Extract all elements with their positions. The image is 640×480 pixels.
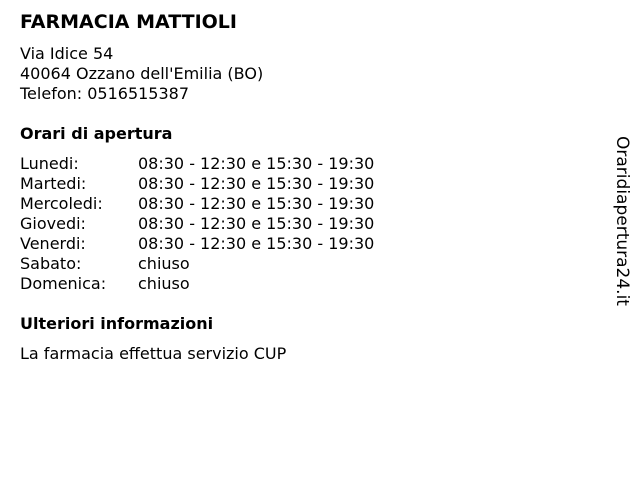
site-watermark: Oraridiapertura24.it bbox=[612, 136, 632, 306]
hours-row-saturday bbox=[20, 254, 440, 274]
street-address: Via Idice 54 bbox=[20, 44, 114, 63]
day-hours: chiuso bbox=[138, 274, 190, 293]
day-hours: 08:30 - 12:30 e 15:30 - 19:30 bbox=[138, 214, 375, 233]
day-hours: 08:30 - 12:30 e 15:30 - 19:30 bbox=[138, 234, 375, 253]
hours-row-wednesday bbox=[20, 194, 440, 214]
day-hours: 08:30 - 12:30 e 15:30 - 19:30 bbox=[138, 194, 375, 213]
opening-hours-heading: Orari di apertura bbox=[20, 124, 173, 143]
address-block bbox=[20, 44, 263, 104]
day-hours: 08:30 - 12:30 e 15:30 - 19:30 bbox=[138, 174, 375, 193]
day-label: Lunedi: bbox=[20, 154, 79, 173]
hours-row-sunday bbox=[20, 274, 440, 294]
more-info-text: La farmacia effettua servizio CUP bbox=[20, 344, 287, 363]
pharmacy-name: FARMACIA MATTIOLI bbox=[20, 11, 237, 33]
day-label: Sabato: bbox=[20, 254, 82, 273]
day-label: Venerdi: bbox=[20, 234, 86, 253]
city-address: 40064 Ozzano dell'Emilia (BO) bbox=[20, 64, 264, 83]
day-hours: 08:30 - 12:30 e 15:30 - 19:30 bbox=[138, 154, 375, 173]
hours-row-friday bbox=[20, 234, 440, 254]
day-label: Giovedi: bbox=[20, 214, 86, 233]
hours-row-thursday bbox=[20, 214, 440, 234]
day-label: Domenica: bbox=[20, 274, 107, 293]
day-label: Martedi: bbox=[20, 174, 87, 193]
day-label: Mercoledi: bbox=[20, 194, 103, 213]
opening-hours-table bbox=[20, 154, 440, 294]
hours-row-monday bbox=[20, 154, 440, 174]
day-hours: chiuso bbox=[138, 254, 190, 273]
phone-number: Telefon: 0516515387 bbox=[20, 84, 190, 103]
hours-row-tuesday bbox=[20, 174, 440, 194]
more-info-heading: Ulteriori informazioni bbox=[20, 314, 214, 333]
